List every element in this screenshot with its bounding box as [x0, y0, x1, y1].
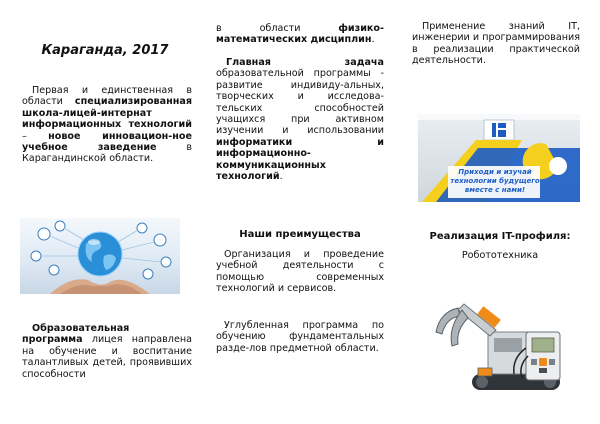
- profile-item-robotics: Робототехника: [461, 250, 539, 261]
- intro-bold-1: специализированная школа-лицей-интернат информационных технологий: [22, 96, 192, 131]
- program-paragraph: [22, 323, 192, 380]
- advantage-item-1: Организация и проведение учебной деятельности с помощью современных технологий и сервисов.: [216, 249, 384, 295]
- middle-column: [200, 0, 400, 424]
- right-intro-paragraph: Применение знаний IT, инженерии и программирования в реализации практической деятельности.: [412, 21, 580, 67]
- goal-text-1: образовательной программы - развитие индивиду-альных, творческих и исследова-тельских способностей учащихся при активном изучении и использовании: [216, 68, 384, 137]
- intro-text-3: в Карагандинской области.: [22, 142, 192, 165]
- promo-banner-text: Приходи и изучай технологии будущего вместе с нами!: [450, 168, 540, 194]
- intro-bold-2: новое инновацион-ное учебное заведение: [22, 130, 192, 154]
- advantages-heading: Наши преимущества: [239, 229, 361, 240]
- promo-banner-image: [418, 114, 580, 202]
- program-bold: Образовательная программа: [22, 323, 130, 346]
- goal-paragraph: [216, 57, 384, 182]
- goal-text-2: .: [279, 171, 283, 183]
- cont-text-2: .: [371, 34, 375, 46]
- left-column: [0, 0, 200, 424]
- cont-text-1: в области: [216, 23, 339, 34]
- cont-bold: физико-математических дисциплин: [216, 23, 384, 46]
- globe-illustration: [20, 218, 180, 294]
- technology-globe-image: [20, 218, 180, 294]
- intro-text-2: –: [22, 130, 49, 142]
- robot-image: [418, 288, 582, 404]
- right-column: [400, 0, 600, 424]
- robot-illustration: [418, 288, 582, 404]
- goal-bold-1: Главная задача: [226, 57, 384, 68]
- continuation-paragraph: [216, 23, 384, 46]
- intro-paragraph: [22, 85, 192, 165]
- program-text: лицея направлена на обучение и воспитание талантливых детей, проявивших способности: [22, 334, 192, 380]
- advantage-item-2: Углубленная программа по обучению фундаментальных разде-лов предметной области.: [216, 320, 384, 354]
- profile-heading: Реализация IT-профиля:: [429, 231, 571, 242]
- brochure-title: Караганда, 2017: [41, 43, 169, 58]
- intro-text-1: Первая и единственная в области: [22, 85, 192, 108]
- goal-bold-2: информатики и информационно-коммуникационных технологий: [216, 136, 384, 183]
